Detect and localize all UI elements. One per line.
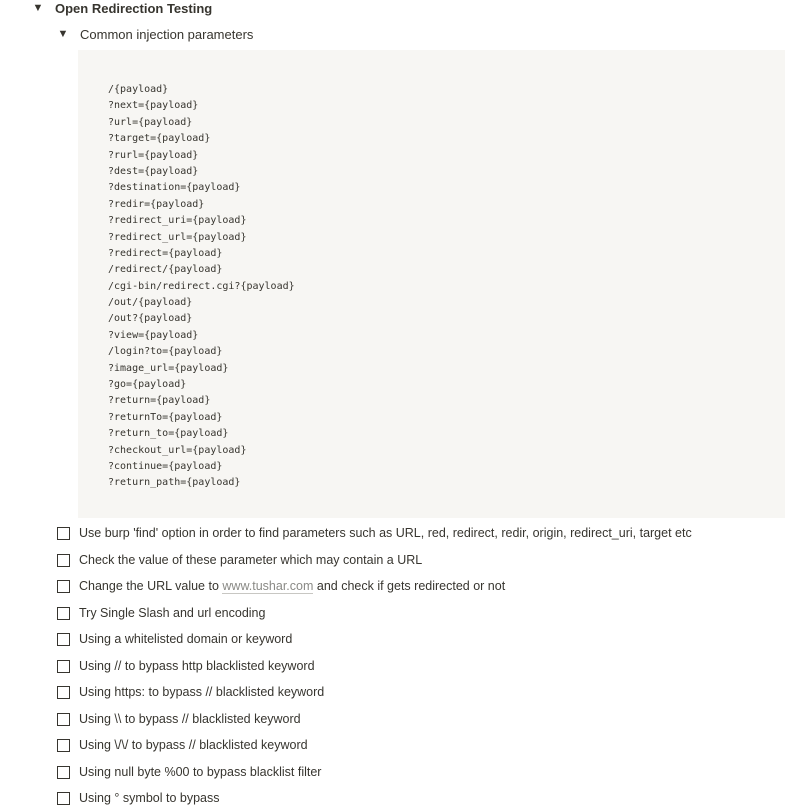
todo-text: Check the value of these parameter which may contain a URL <box>79 553 423 567</box>
code-line: ?redirect={payload} <box>108 247 223 259</box>
todo-item <box>57 736 308 754</box>
todo-item <box>57 577 505 595</box>
todo-checkbox[interactable] <box>57 607 70 620</box>
todo-checkbox[interactable] <box>57 739 70 752</box>
todo-checkbox[interactable] <box>57 713 70 726</box>
code-line: ?redir={payload} <box>108 198 205 210</box>
code-line: /{payload} <box>108 84 169 95</box>
code-line: ?continue={payload} <box>108 460 223 472</box>
todo-item <box>57 657 315 675</box>
code-line: ?rurl={payload} <box>108 149 199 161</box>
todo-text: Using \/\/ to bypass // blacklisted keyword <box>79 738 308 752</box>
todo-item <box>57 683 324 701</box>
code-line: ?redirect_url={payload} <box>108 231 247 243</box>
code-line: ?returnTo={payload} <box>108 411 223 423</box>
todo-checkbox[interactable] <box>57 766 70 779</box>
todo-text <box>79 579 505 593</box>
code-line: ?checkout_url={payload} <box>108 444 247 456</box>
subsection-title: Common injection parameters <box>80 26 254 42</box>
code-line: ?image_url={payload} <box>108 362 229 374</box>
todo-checkbox[interactable] <box>57 686 70 699</box>
subsection-toggle-injection-params[interactable] <box>57 26 253 42</box>
code-line: ?view={payload} <box>108 329 199 341</box>
todo-text: Using ° symbol to bypass <box>79 791 220 805</box>
todo-checkbox[interactable] <box>57 580 70 593</box>
triangle-down-icon[interactable]: ▼ <box>32 2 44 14</box>
todo-item <box>57 630 292 648</box>
todo-text: Using // to bypass http blacklisted keyword <box>79 659 315 673</box>
code-line: ?url={payload} <box>108 116 193 128</box>
code-line: /out/{payload} <box>108 297 193 309</box>
code-line: /redirect/{payload} <box>108 264 223 276</box>
code-line: ?target={payload} <box>108 133 211 145</box>
todo-text: Using a whitelisted domain or keyword <box>79 632 293 646</box>
code-line: ?return={payload} <box>108 395 211 407</box>
code-line: ?dest={payload} <box>108 165 199 177</box>
todo-checkbox[interactable] <box>57 660 70 673</box>
code-block[interactable] <box>78 50 785 518</box>
todo-item <box>57 789 219 807</box>
code-line: /login?to={payload} <box>108 346 223 358</box>
todo-checkbox[interactable] <box>57 792 70 805</box>
code-line: ?next={payload} <box>108 100 199 112</box>
code-line: ?redirect_uri={payload} <box>108 215 247 227</box>
code-line: ?go={payload} <box>108 379 187 391</box>
todo-item <box>57 551 422 569</box>
todo-text: Using https: to bypass // blacklisted keyword <box>79 685 325 699</box>
section-toggle-open-redirection[interactable] <box>32 0 212 16</box>
todo-item <box>57 710 301 728</box>
code-line: /cgi-bin/redirect.cgi?{payload} <box>108 280 295 292</box>
code-line: /out?{payload} <box>108 313 193 325</box>
todo-text: Try Single Slash and url encoding <box>79 606 266 620</box>
todo-checkbox[interactable] <box>57 527 70 540</box>
code-line: ?destination={payload} <box>108 182 241 194</box>
todo-checkbox[interactable] <box>57 633 70 646</box>
triangle-down-icon[interactable]: ▼ <box>57 28 69 40</box>
code-line: ?return_to={payload} <box>108 428 229 440</box>
todo-item <box>57 524 692 542</box>
todo-text: Using null byte %00 to bypass blacklist filter <box>79 765 322 779</box>
todo-checkbox[interactable] <box>57 554 70 567</box>
todo-item <box>57 763 321 781</box>
todo-item <box>57 604 265 622</box>
section-title: Open Redirection Testing <box>55 0 213 16</box>
code-line: ?return_path={payload} <box>108 477 241 489</box>
todo-text-before-link: Change the URL value to <box>79 579 223 593</box>
todo-text: Using \\ to bypass // blacklisted keyword <box>79 712 301 726</box>
todo-text: Use burp 'find' option in order to find parameters such as URL, red, redirect, redir, origin, redirect_uri, target etc <box>79 526 692 540</box>
todo-text-after-link: and check if gets redirected or not <box>313 579 506 593</box>
tushar-link[interactable]: www.tushar.com <box>222 579 314 593</box>
